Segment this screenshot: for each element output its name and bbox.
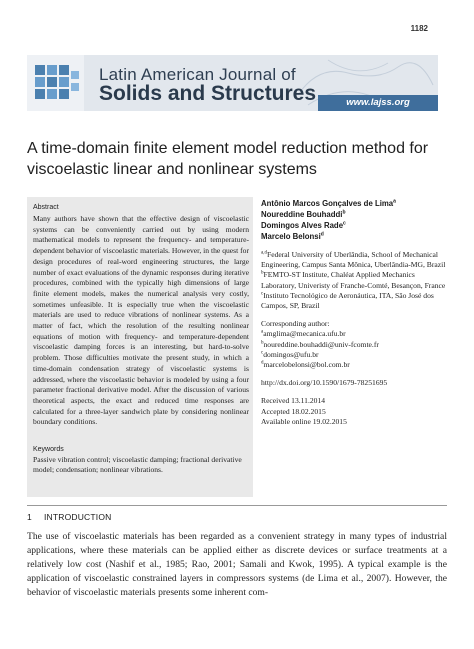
article-title: A time-domain finite element model reduction method for viscoelastic linear and nonlinear systems <box>27 140 429 178</box>
journal-title-line1: Latin American Journal of <box>99 65 296 84</box>
corresponding-label: Corresponding author: <box>261 319 330 329</box>
introduction-text <box>27 530 447 600</box>
keywords-text: Passive vibration control; viscoelastic damping; fractional derivative model; condensation; nonlinear vibrations. <box>33 455 242 475</box>
affiliation-item: $^b$FEMTO-ST Institute, Chaléat Applied Mechanics Laboratory, Univeristy of Franche-Comté, Besançon, France <box>261 270 446 290</box>
accepted-date: Accepted 18.02.2015 <box>261 406 326 416</box>
author-name: Marcelo Belonsi$^d$ <box>261 231 324 241</box>
page-number: 1182 <box>410 24 428 33</box>
section-title: INTRODUCTION <box>43 512 112 522</box>
doi-link[interactable]: http://dx.doi.org/10.1590/1679-78251695 <box>261 378 388 388</box>
affiliation-item: $^{a,d}$Federal University of Uberlândia, School of Mechanical Engineering, Campus Santa Mônica, Uberlândia-MG, Brazil <box>261 250 446 270</box>
section-number: 1 <box>27 512 32 522</box>
email-link[interactable]: $^a$amglima@mecanica.ufu.br <box>261 329 346 339</box>
abstract-text: Many authors have shown that the effective design of viscoelastic systems can be conveniently carried out by using modern mathematical models to represent the frequency- and temperature-dependent behavior of viscoelastic materials. However, in the quest for design procedures of real-word engineering structures, the large number of exact evaluations of the dynamic responses during iterative procedures, combined with the typically high dimensions of large finite element models, makes the numerical analysis very costly, sometimes unfeasible. It is especially true when the viscoelastic materials are used to reduce vibrations of nonlinear systems. As a matter of fact, which the resolution of the resulting nonlinear equations of motion with frequency- and temperature-dependent viscoelastic damping forces is an interesting, but hard-to-solve problem. Those difficulties motivate the present study, in which a time-domain condensation strategy of viscoelastic systems is addressed, where the viscoelastic behavior is modeled by using a four parameter fractional derivative model. After the discussion of various theoretical aspects, the exact and reduced time responses are calculated for a three-layer sandwich plate by considering nonlinear boundary conditions. <box>33 214 249 427</box>
journal-title-line2: Solids and Structures <box>99 82 317 105</box>
email-link[interactable]: $^c$domingos@ufu.br <box>261 349 319 359</box>
email-link[interactable]: $^d$marcelobelonsi@bol.com.br <box>261 360 350 370</box>
corresponding-author <box>261 319 451 370</box>
journal-banner <box>27 55 438 111</box>
received-date: Received 13.11.2014 <box>261 396 326 406</box>
journal-url-link[interactable]: www.lajss.org <box>318 95 438 111</box>
section-divider <box>27 505 447 506</box>
affiliations <box>261 250 451 311</box>
article-dates <box>261 396 451 427</box>
author-name: Noureddine Bouhaddi$^b$ <box>261 209 346 219</box>
abstract-heading: Abstract <box>33 204 59 211</box>
author-name: Antônio Marcos Gonçalves de Lima$^a$ <box>261 198 396 208</box>
affiliation-item: $^c$Instituto Tecnológico de Aeronáutica, ITA, São José dos Campos, SP, Brazil <box>261 290 434 311</box>
online-date: Available online 19.02.2015 <box>261 416 347 426</box>
email-link[interactable]: $^b$noureddine.bouhaddi@univ-fcomte.fr <box>261 339 379 349</box>
journal-logo-icon <box>27 55 84 111</box>
keywords-heading: Keywords <box>33 446 64 453</box>
author-list <box>261 198 451 242</box>
section-heading <box>27 512 112 522</box>
paragraph: The use of viscoelastic materials has been regarded as a convenient strategy in many types of industrial applications, where these materials can be applied either as discrete devices or surface treatments at a relatively low cost (Nashif et al., 1985; Rao, 2001; Samali and Kwok, 1995). A typical example is the application of viscoelastic constrained layers in compressors systems (de Lima et al., 2007). However, the behavior of viscoelastic materials presents some inherent com- <box>27 531 447 598</box>
author-info-column <box>261 198 451 427</box>
author-name: Domingos Alves Rade$^c$ <box>261 220 346 230</box>
